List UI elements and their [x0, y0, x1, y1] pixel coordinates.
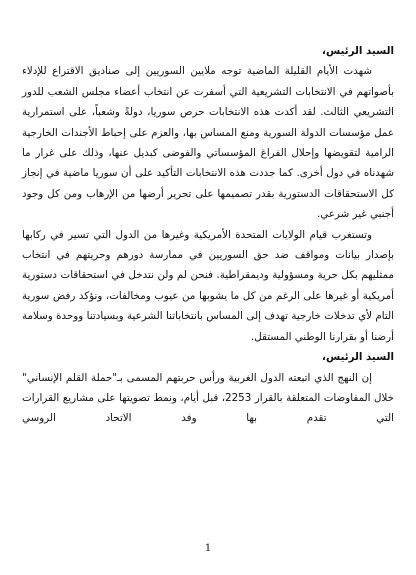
- document-body: [22, 41, 394, 429]
- paragraph: إن النهج الذي اتبعته الدول الغربية ورأس حربتهم المسمى بـ"حملة القلم الإنساني" خلال المفاوضات المتعلقة بالقرار 2253، قبل أيام، ونمط تصويتها على مشاريع القرارات التي تقدم بها وفد الاتحاد الروسي: [22, 371, 394, 425]
- page-number: 1: [204, 543, 212, 554]
- paragraph: وتستغرب قيام الولايات المتحدة الأمريكية وغيرها من الدول التي تسير في ركابها بإصدار بيانات ومواقف ضد حق السوريين في ممارسة دورهم وحريتهم في انتخاب ممثليهم بكل حرية ومسؤولية وديمقراطية. فنحن لم ولن نتدخل في استحقاقات دستورية أمريكية أو غيرها على الرغم من كل ما يشوبها من عيوب ومخالفات، ونؤكد رفض سورية التام لأي تدخلات خارجية تهدف إلى المساس بانتخاباتنا الشرعية وبسيادتنا ووحدة وسلامة أرضنا أو بقرارنا الوطني المستقل.: [22, 228, 394, 343]
- paragraph: شهدت الأيام القليلة الماضية توجه ملايين السوريين إلى صناديق الاقتراع للإدلاء بأصواتهم في الانتخابات التشريعية التي أسفرت عن انتخاب أعضاء مجلس الشعب للدور التشريعي الثالث. لقد أكدت هذه الانتخابات حرص سوريا، دولةً وشعباً، على استمرارية عمل مؤسسات الدولة السورية ومنع المساس بها، والعزم على إحباط الأجندات الخارجية الرامية لتقويضها وإحلال الفراغ المؤسساتي والفوضى كبديل عنها، وذلك على غرار ما شهدناه في دول أخرى. كما جددت هذه الانتخابات التأكيد على أن سوريا ماضية في إنجاز كل الاستحقاقات الدستورية بقدر تصميمها على تحرير أرضها من الإرهاب ومن كل وجود أجنبي غير شرعي.: [22, 65, 394, 221]
- section-heading: السيد الرئيس،: [322, 45, 394, 57]
- section-heading: السيد الرئيس،: [322, 351, 394, 364]
